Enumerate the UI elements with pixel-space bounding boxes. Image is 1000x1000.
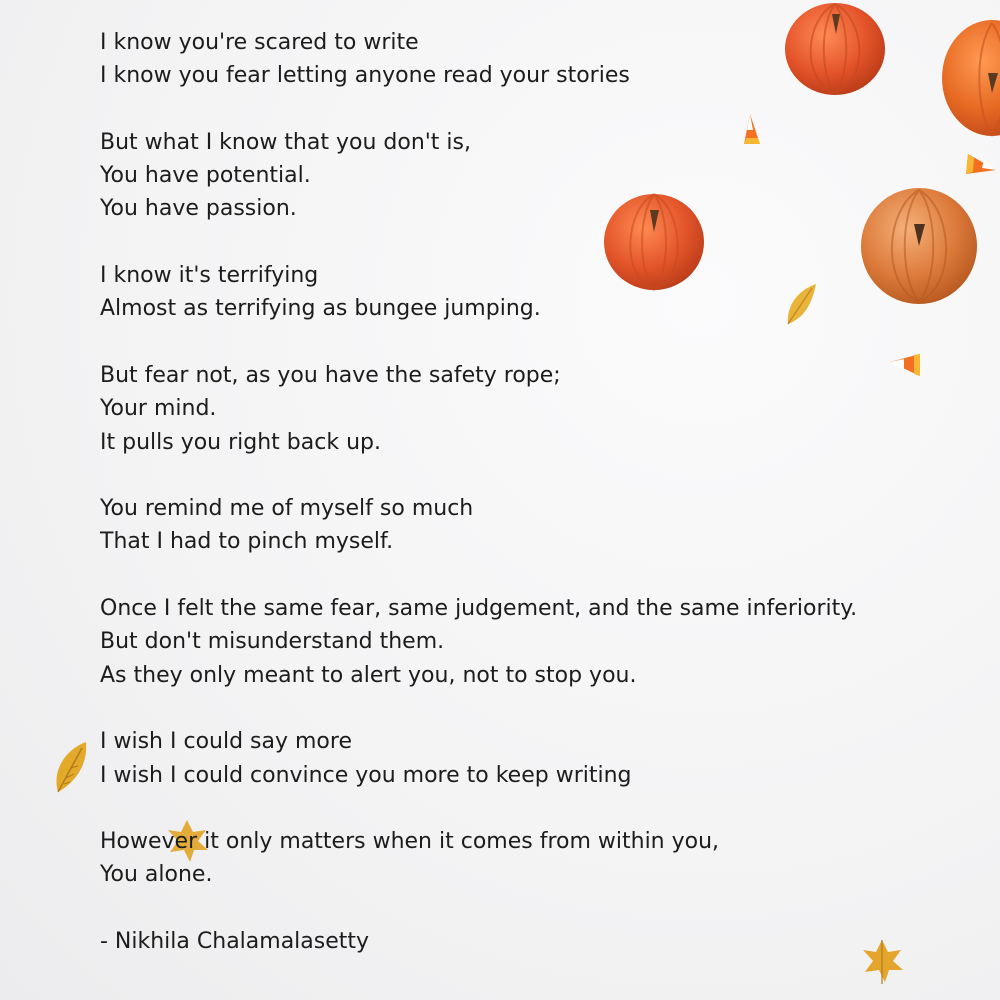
candy-corn-icon <box>962 150 1000 180</box>
poem-line: You have passion. <box>100 196 297 222</box>
stanza <box>100 592 960 692</box>
poem-line: As they only meant to alert you, not to stop you. <box>100 662 637 688</box>
stanza <box>100 126 960 226</box>
poem-line: But don't misunderstand them. <box>100 629 445 655</box>
poem-line: I know you're scared to write <box>100 30 419 55</box>
poem-line: Your mind. <box>100 396 217 422</box>
stanza <box>100 26 960 93</box>
stanza <box>100 825 960 892</box>
poem-line: I wish I could convince you more to keep writing <box>100 762 632 788</box>
poem-line: I wish I could say more <box>100 729 352 755</box>
poem-text <box>100 26 960 958</box>
poem-line: That I had to pinch myself. <box>100 529 394 555</box>
stanza <box>100 259 960 326</box>
signature: - Nikhila Chalamalasetty <box>100 929 370 955</box>
poem-line: Once I felt the same fear, same judgement, and the same inferiority. <box>100 596 858 622</box>
poem-line: However it only matters when it comes from within you, <box>100 829 720 855</box>
poem-line: I know you fear letting anyone read your stories <box>100 63 630 89</box>
stanza <box>100 359 960 459</box>
stanza <box>100 492 960 559</box>
poem-line: But what I know that you don't is, <box>100 129 471 155</box>
poem-line: I know it's terrifying <box>100 263 319 289</box>
poem-line: You have potential. <box>100 163 311 189</box>
autumn-leaf-icon <box>48 738 94 798</box>
poem-line: But fear not, as you have the safety rope; <box>100 362 561 388</box>
poem-line: You remind me of myself so much <box>100 496 474 522</box>
poem-line: It pulls you right back up. <box>100 429 381 455</box>
poem-line: You alone. <box>100 862 213 888</box>
poem-line: Almost as terrifying as bungee jumping. <box>100 296 541 322</box>
stanza <box>100 725 960 792</box>
